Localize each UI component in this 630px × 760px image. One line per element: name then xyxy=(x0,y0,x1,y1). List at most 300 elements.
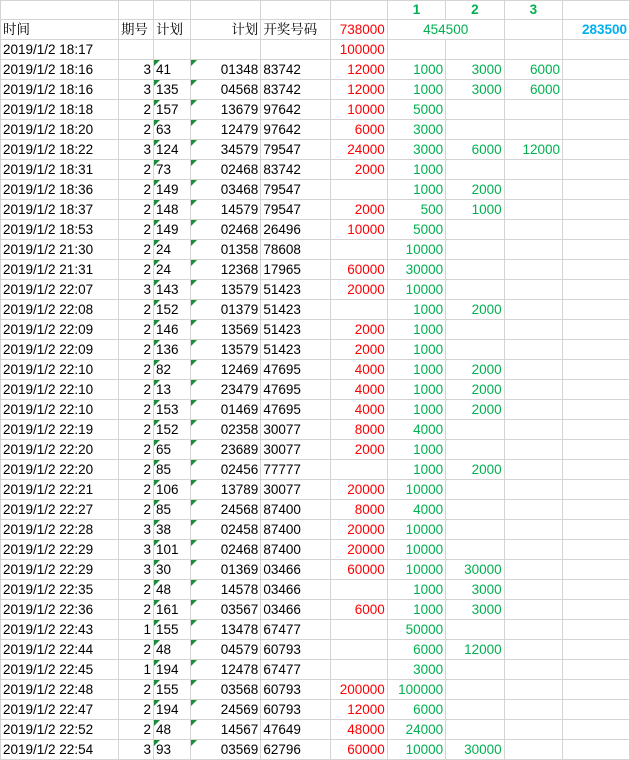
qi-cell[interactable]: 2 xyxy=(118,200,153,220)
amount-cell[interactable]: 200000 xyxy=(331,680,387,700)
plan-cell[interactable] xyxy=(154,580,191,600)
plan2-cell[interactable] xyxy=(191,140,261,160)
draw-cell[interactable]: 67477 xyxy=(261,620,331,640)
time-cell[interactable]: 2019/1/2 22:10 xyxy=(1,360,119,380)
qi-cell[interactable]: 2 xyxy=(118,500,153,520)
plan2-cell[interactable] xyxy=(191,380,261,400)
empty-cell[interactable] xyxy=(563,680,630,700)
group1-cell[interactable]: 1000 xyxy=(387,320,445,340)
qi-cell[interactable]: 3 xyxy=(118,140,153,160)
plan-cell[interactable] xyxy=(154,460,191,480)
amount-cell[interactable]: 6000 xyxy=(331,120,387,140)
time-cell[interactable]: 2019/1/2 18:31 xyxy=(1,160,119,180)
group1-cell[interactable]: 30000 xyxy=(387,260,445,280)
draw-cell[interactable]: 47695 xyxy=(261,360,331,380)
group3-cell[interactable] xyxy=(504,100,562,120)
plan-cell[interactable] xyxy=(154,140,191,160)
header-qi[interactable]: 期号 xyxy=(118,20,153,40)
draw-cell[interactable]: 83742 xyxy=(261,80,331,100)
group1-cell[interactable]: 10000 xyxy=(387,740,445,760)
draw-cell[interactable]: 83742 xyxy=(261,160,331,180)
amount-cell[interactable]: 48000 xyxy=(331,720,387,740)
plan2-cell[interactable] xyxy=(191,540,261,560)
draw-cell[interactable]: 78608 xyxy=(261,240,331,260)
draw-cell[interactable]: 47695 xyxy=(261,400,331,420)
draw-cell[interactable]: 47649 xyxy=(261,720,331,740)
draw-cell[interactable]: 30077 xyxy=(261,440,331,460)
group3-cell[interactable] xyxy=(504,660,562,680)
group1-cell[interactable]: 10000 xyxy=(387,280,445,300)
cell[interactable] xyxy=(563,1,630,20)
group1-cell[interactable] xyxy=(387,40,445,60)
plan2-cell[interactable] xyxy=(191,440,261,460)
plan2-cell[interactable] xyxy=(191,480,261,500)
empty-cell[interactable] xyxy=(563,520,630,540)
group3-cell[interactable] xyxy=(504,340,562,360)
empty-cell[interactable] xyxy=(563,460,630,480)
empty-cell[interactable] xyxy=(563,700,630,720)
empty-cell[interactable] xyxy=(563,160,630,180)
qi-cell[interactable]: 2 xyxy=(118,600,153,620)
group1-cell[interactable]: 10000 xyxy=(387,520,445,540)
empty-cell[interactable] xyxy=(563,100,630,120)
plan2-cell[interactable] xyxy=(191,60,261,80)
group3-cell[interactable] xyxy=(504,400,562,420)
group3-cell[interactable] xyxy=(504,560,562,580)
group1-cell[interactable]: 100000 xyxy=(387,680,445,700)
group1-cell[interactable]: 1000 xyxy=(387,460,445,480)
group1-cell[interactable]: 3000 xyxy=(387,140,445,160)
group2-cell[interactable]: 2000 xyxy=(446,460,504,480)
plan-cell[interactable] xyxy=(154,100,191,120)
group3-cell[interactable] xyxy=(504,120,562,140)
empty-cell[interactable] xyxy=(563,40,630,60)
group1-cell[interactable]: 1000 xyxy=(387,580,445,600)
group1-cell[interactable]: 6000 xyxy=(387,700,445,720)
amount-cell[interactable] xyxy=(331,240,387,260)
qi-cell[interactable]: 2 xyxy=(118,100,153,120)
draw-cell[interactable]: 17965 xyxy=(261,260,331,280)
group1-cell[interactable]: 4000 xyxy=(387,420,445,440)
group2-cell[interactable] xyxy=(446,480,504,500)
plan2-cell[interactable] xyxy=(191,400,261,420)
plan-cell[interactable] xyxy=(154,320,191,340)
group3-cell[interactable] xyxy=(504,380,562,400)
group2-cell[interactable] xyxy=(446,540,504,560)
plan2-cell[interactable] xyxy=(191,100,261,120)
cell[interactable] xyxy=(261,1,331,20)
plan-cell[interactable] xyxy=(154,560,191,580)
amount-cell[interactable]: 4000 xyxy=(331,380,387,400)
qi-cell[interactable]: 2 xyxy=(118,360,153,380)
time-cell[interactable]: 2019/1/2 22:36 xyxy=(1,600,119,620)
draw-cell[interactable]: 83742 xyxy=(261,60,331,80)
time-cell[interactable]: 2019/1/2 21:30 xyxy=(1,240,119,260)
group1-cell[interactable]: 10000 xyxy=(387,240,445,260)
empty-cell[interactable] xyxy=(563,300,630,320)
amount-cell[interactable]: 20000 xyxy=(331,280,387,300)
draw-cell[interactable]: 51423 xyxy=(261,280,331,300)
amount-cell[interactable]: 6000 xyxy=(331,600,387,620)
empty-cell[interactable] xyxy=(563,60,630,80)
group1-cell[interactable]: 1000 xyxy=(387,160,445,180)
empty-cell[interactable] xyxy=(563,440,630,460)
cell[interactable] xyxy=(1,1,119,20)
amount-cell[interactable] xyxy=(331,460,387,480)
group2-cell[interactable]: 2000 xyxy=(446,360,504,380)
time-cell[interactable]: 2019/1/2 22:09 xyxy=(1,340,119,360)
time-cell[interactable]: 2019/1/2 22:29 xyxy=(1,540,119,560)
group3-cell[interactable] xyxy=(504,240,562,260)
empty-cell[interactable] xyxy=(563,480,630,500)
time-cell[interactable]: 2019/1/2 18:53 xyxy=(1,220,119,240)
time-cell[interactable]: 2019/1/2 18:16 xyxy=(1,80,119,100)
time-cell[interactable]: 2019/1/2 21:31 xyxy=(1,260,119,280)
time-cell[interactable]: 2019/1/2 22:08 xyxy=(1,300,119,320)
group2-cell[interactable] xyxy=(446,260,504,280)
plan2-cell[interactable] xyxy=(191,660,261,680)
group3-cell[interactable] xyxy=(504,280,562,300)
plan2-cell[interactable] xyxy=(191,500,261,520)
plan-cell[interactable] xyxy=(154,340,191,360)
qi-cell[interactable]: 3 xyxy=(118,540,153,560)
qi-cell[interactable]: 3 xyxy=(118,520,153,540)
empty-cell[interactable] xyxy=(563,500,630,520)
qi-cell[interactable]: 3 xyxy=(118,560,153,580)
group1-cell[interactable]: 10000 xyxy=(387,560,445,580)
empty-cell[interactable] xyxy=(563,400,630,420)
time-cell[interactable]: 2019/1/2 18:16 xyxy=(1,60,119,80)
plan-cell[interactable] xyxy=(154,660,191,680)
plan2-cell[interactable] xyxy=(191,120,261,140)
time-cell[interactable]: 2019/1/2 22:07 xyxy=(1,280,119,300)
draw-cell[interactable]: 03466 xyxy=(261,560,331,580)
group1-cell[interactable]: 1000 xyxy=(387,440,445,460)
plan-cell[interactable] xyxy=(154,40,191,60)
group1-cell[interactable]: 1000 xyxy=(387,180,445,200)
group3-cell[interactable] xyxy=(504,620,562,640)
group1-cell[interactable]: 500 xyxy=(387,200,445,220)
plan2-cell[interactable] xyxy=(191,320,261,340)
amount-cell[interactable] xyxy=(331,300,387,320)
plan-cell[interactable] xyxy=(154,220,191,240)
cell[interactable] xyxy=(154,1,191,20)
draw-cell[interactable]: 51423 xyxy=(261,320,331,340)
draw-cell[interactable]: 79547 xyxy=(261,140,331,160)
cell[interactable] xyxy=(118,1,153,20)
draw-cell[interactable]: 47695 xyxy=(261,380,331,400)
qi-cell[interactable]: 3 xyxy=(118,60,153,80)
time-cell[interactable]: 2019/1/2 22:29 xyxy=(1,560,119,580)
plan2-cell[interactable] xyxy=(191,40,261,60)
draw-cell[interactable]: 26496 xyxy=(261,220,331,240)
draw-cell[interactable]: 87400 xyxy=(261,540,331,560)
group3-cell[interactable] xyxy=(504,300,562,320)
amount-cell[interactable]: 20000 xyxy=(331,480,387,500)
empty-cell[interactable] xyxy=(563,140,630,160)
header-plan2[interactable]: 计划 xyxy=(191,20,261,40)
draw-cell[interactable]: 60793 xyxy=(261,640,331,660)
qi-cell[interactable]: 2 xyxy=(118,160,153,180)
empty-cell[interactable] xyxy=(563,380,630,400)
amount-cell[interactable]: 100000 xyxy=(331,40,387,60)
empty-cell[interactable] xyxy=(563,240,630,260)
qi-cell[interactable]: 2 xyxy=(118,440,153,460)
group3-cell[interactable] xyxy=(504,260,562,280)
time-cell[interactable]: 2019/1/2 22:45 xyxy=(1,660,119,680)
group3-cell[interactable]: 12000 xyxy=(504,140,562,160)
time-cell[interactable]: 2019/1/2 22:35 xyxy=(1,580,119,600)
group-label-1[interactable]: 1 xyxy=(387,1,445,20)
group2-cell[interactable] xyxy=(446,40,504,60)
group1-cell[interactable]: 1000 xyxy=(387,360,445,380)
time-cell[interactable]: 2019/1/2 22:44 xyxy=(1,640,119,660)
qi-cell[interactable]: 2 xyxy=(118,700,153,720)
plan-cell[interactable] xyxy=(154,640,191,660)
cell[interactable] xyxy=(504,20,562,40)
amount-cell[interactable]: 8000 xyxy=(331,500,387,520)
group1-cell[interactable]: 10000 xyxy=(387,480,445,500)
empty-cell[interactable] xyxy=(563,120,630,140)
plan-cell[interactable] xyxy=(154,680,191,700)
group3-cell[interactable] xyxy=(504,440,562,460)
plan-cell[interactable] xyxy=(154,200,191,220)
group2-cell[interactable] xyxy=(446,320,504,340)
plan2-cell[interactable] xyxy=(191,620,261,640)
qi-cell[interactable]: 2 xyxy=(118,460,153,480)
group3-cell[interactable] xyxy=(504,160,562,180)
group3-cell[interactable] xyxy=(504,680,562,700)
amount-cell[interactable]: 2000 xyxy=(331,200,387,220)
plan2-cell[interactable] xyxy=(191,80,261,100)
group2-cell[interactable]: 3000 xyxy=(446,600,504,620)
header-amount-total[interactable]: 738000 xyxy=(331,20,387,40)
empty-cell[interactable] xyxy=(563,180,630,200)
time-cell[interactable]: 2019/1/2 22:52 xyxy=(1,720,119,740)
plan2-cell[interactable] xyxy=(191,160,261,180)
draw-cell[interactable]: 62796 xyxy=(261,740,331,760)
plan-cell[interactable] xyxy=(154,440,191,460)
qi-cell[interactable]: 2 xyxy=(118,400,153,420)
draw-cell[interactable]: 97642 xyxy=(261,120,331,140)
time-cell[interactable]: 2019/1/2 18:20 xyxy=(1,120,119,140)
amount-cell[interactable] xyxy=(331,640,387,660)
group2-cell[interactable]: 3000 xyxy=(446,80,504,100)
amount-cell[interactable]: 4000 xyxy=(331,360,387,380)
time-cell[interactable]: 2019/1/2 18:36 xyxy=(1,180,119,200)
plan2-cell[interactable] xyxy=(191,740,261,760)
empty-cell[interactable] xyxy=(563,220,630,240)
group1-cell[interactable]: 1000 xyxy=(387,600,445,620)
group3-cell[interactable]: 6000 xyxy=(504,80,562,100)
plan-cell[interactable] xyxy=(154,420,191,440)
plan-cell[interactable] xyxy=(154,500,191,520)
empty-cell[interactable] xyxy=(563,740,630,760)
group3-cell[interactable] xyxy=(504,360,562,380)
plan-cell[interactable] xyxy=(154,700,191,720)
group3-cell[interactable] xyxy=(504,640,562,660)
amount-cell[interactable]: 8000 xyxy=(331,420,387,440)
group2-cell[interactable] xyxy=(446,680,504,700)
group2-cell[interactable]: 3000 xyxy=(446,580,504,600)
group2-cell[interactable]: 1000 xyxy=(446,200,504,220)
amount-cell[interactable]: 12000 xyxy=(331,60,387,80)
group3-cell[interactable] xyxy=(504,480,562,500)
group2-cell[interactable]: 2000 xyxy=(446,300,504,320)
plan2-cell[interactable] xyxy=(191,460,261,480)
group3-cell[interactable] xyxy=(504,420,562,440)
group2-cell[interactable] xyxy=(446,520,504,540)
group1-cell[interactable]: 1000 xyxy=(387,300,445,320)
amount-cell[interactable]: 20000 xyxy=(331,520,387,540)
group1-cell[interactable]: 6000 xyxy=(387,640,445,660)
amount-cell[interactable]: 4000 xyxy=(331,400,387,420)
empty-cell[interactable] xyxy=(563,660,630,680)
group2-cell[interactable] xyxy=(446,420,504,440)
draw-cell[interactable]: 30077 xyxy=(261,420,331,440)
plan2-cell[interactable] xyxy=(191,580,261,600)
group3-cell[interactable] xyxy=(504,460,562,480)
time-cell[interactable]: 2019/1/2 22:47 xyxy=(1,700,119,720)
group2-cell[interactable]: 2000 xyxy=(446,180,504,200)
empty-cell[interactable] xyxy=(563,280,630,300)
plan2-cell[interactable] xyxy=(191,300,261,320)
plan2-cell[interactable] xyxy=(191,260,261,280)
time-cell[interactable]: 2019/1/2 22:21 xyxy=(1,480,119,500)
amount-cell[interactable]: 20000 xyxy=(331,540,387,560)
qi-cell[interactable]: 2 xyxy=(118,480,153,500)
cell[interactable] xyxy=(191,1,261,20)
group2-cell[interactable]: 30000 xyxy=(446,740,504,760)
group3-cell[interactable] xyxy=(504,220,562,240)
group3-cell[interactable]: 6000 xyxy=(504,60,562,80)
time-cell[interactable]: 2019/1/2 22:54 xyxy=(1,740,119,760)
plan-cell[interactable] xyxy=(154,180,191,200)
time-cell[interactable]: 2019/1/2 22:09 xyxy=(1,320,119,340)
qi-cell[interactable]: 2 xyxy=(118,260,153,280)
amount-cell[interactable] xyxy=(331,620,387,640)
amount-cell[interactable] xyxy=(331,660,387,680)
plan2-cell[interactable] xyxy=(191,180,261,200)
group2-cell[interactable] xyxy=(446,660,504,680)
plan2-cell[interactable] xyxy=(191,520,261,540)
plan-cell[interactable] xyxy=(154,80,191,100)
plan2-cell[interactable] xyxy=(191,420,261,440)
group3-cell[interactable] xyxy=(504,180,562,200)
group3-cell[interactable] xyxy=(504,320,562,340)
qi-cell[interactable]: 2 xyxy=(118,120,153,140)
qi-cell[interactable]: 2 xyxy=(118,640,153,660)
group1-cell[interactable]: 50000 xyxy=(387,620,445,640)
plan2-cell[interactable] xyxy=(191,640,261,660)
group2-cell[interactable] xyxy=(446,220,504,240)
plan2-cell[interactable] xyxy=(191,200,261,220)
header-time[interactable]: 时间 xyxy=(1,20,119,40)
draw-cell[interactable]: 60793 xyxy=(261,700,331,720)
empty-cell[interactable] xyxy=(563,320,630,340)
plan-cell[interactable] xyxy=(154,520,191,540)
group2-cell[interactable]: 12000 xyxy=(446,640,504,660)
empty-cell[interactable] xyxy=(563,640,630,660)
empty-cell[interactable] xyxy=(563,80,630,100)
draw-cell[interactable]: 97642 xyxy=(261,100,331,120)
header-draw[interactable]: 开奖号码 xyxy=(261,20,331,40)
draw-cell[interactable]: 67477 xyxy=(261,660,331,680)
time-cell[interactable]: 2019/1/2 22:10 xyxy=(1,400,119,420)
plan2-cell[interactable] xyxy=(191,340,261,360)
amount-cell[interactable]: 2000 xyxy=(331,160,387,180)
group1-cell[interactable]: 10000 xyxy=(387,540,445,560)
empty-cell[interactable] xyxy=(563,580,630,600)
group3-cell[interactable] xyxy=(504,740,562,760)
plan-cell[interactable] xyxy=(154,400,191,420)
plan-cell[interactable] xyxy=(154,240,191,260)
group-label-2[interactable]: 2 xyxy=(446,1,504,20)
draw-cell[interactable]: 03466 xyxy=(261,600,331,620)
empty-cell[interactable] xyxy=(563,200,630,220)
qi-cell[interactable]: 3 xyxy=(118,740,153,760)
plan2-cell[interactable] xyxy=(191,280,261,300)
group3-cell[interactable] xyxy=(504,40,562,60)
group1-cell[interactable]: 4000 xyxy=(387,500,445,520)
plan-cell[interactable] xyxy=(154,620,191,640)
draw-cell[interactable]: 03466 xyxy=(261,580,331,600)
group2-cell[interactable] xyxy=(446,240,504,260)
group3-cell[interactable] xyxy=(504,580,562,600)
qi-cell[interactable]: 2 xyxy=(118,240,153,260)
empty-cell[interactable] xyxy=(563,560,630,580)
draw-cell[interactable]: 51423 xyxy=(261,340,331,360)
plan-cell[interactable] xyxy=(154,380,191,400)
plan2-cell[interactable] xyxy=(191,680,261,700)
draw-cell[interactable]: 30077 xyxy=(261,480,331,500)
qi-cell[interactable]: 2 xyxy=(118,680,153,700)
group2-cell[interactable] xyxy=(446,700,504,720)
time-cell[interactable]: 2019/1/2 22:20 xyxy=(1,460,119,480)
draw-cell[interactable]: 87400 xyxy=(261,500,331,520)
group2-cell[interactable] xyxy=(446,340,504,360)
amount-cell[interactable] xyxy=(331,180,387,200)
draw-cell[interactable] xyxy=(261,40,331,60)
amount-cell[interactable]: 24000 xyxy=(331,140,387,160)
group2-cell[interactable]: 6000 xyxy=(446,140,504,160)
plan-cell[interactable] xyxy=(154,260,191,280)
qi-cell[interactable] xyxy=(118,40,153,60)
qi-cell[interactable]: 1 xyxy=(118,620,153,640)
amount-cell[interactable]: 12000 xyxy=(331,80,387,100)
plan-cell[interactable] xyxy=(154,280,191,300)
empty-cell[interactable] xyxy=(563,540,630,560)
group3-cell[interactable] xyxy=(504,200,562,220)
group1-cell[interactable]: 3000 xyxy=(387,120,445,140)
group2-cell[interactable]: 3000 xyxy=(446,60,504,80)
draw-cell[interactable]: 79547 xyxy=(261,200,331,220)
plan-cell[interactable] xyxy=(154,740,191,760)
cell[interactable] xyxy=(331,1,387,20)
time-cell[interactable]: 2019/1/2 22:28 xyxy=(1,520,119,540)
header-green-total[interactable]: 454500 xyxy=(387,20,504,40)
group2-cell[interactable] xyxy=(446,620,504,640)
plan2-cell[interactable] xyxy=(191,700,261,720)
qi-cell[interactable]: 2 xyxy=(118,340,153,360)
group3-cell[interactable] xyxy=(504,600,562,620)
time-cell[interactable]: 2019/1/2 18:17 xyxy=(1,40,119,60)
group1-cell[interactable]: 1000 xyxy=(387,400,445,420)
amount-cell[interactable]: 60000 xyxy=(331,740,387,760)
header-plan[interactable]: 计划 xyxy=(154,20,191,40)
qi-cell[interactable]: 2 xyxy=(118,420,153,440)
draw-cell[interactable]: 51423 xyxy=(261,300,331,320)
